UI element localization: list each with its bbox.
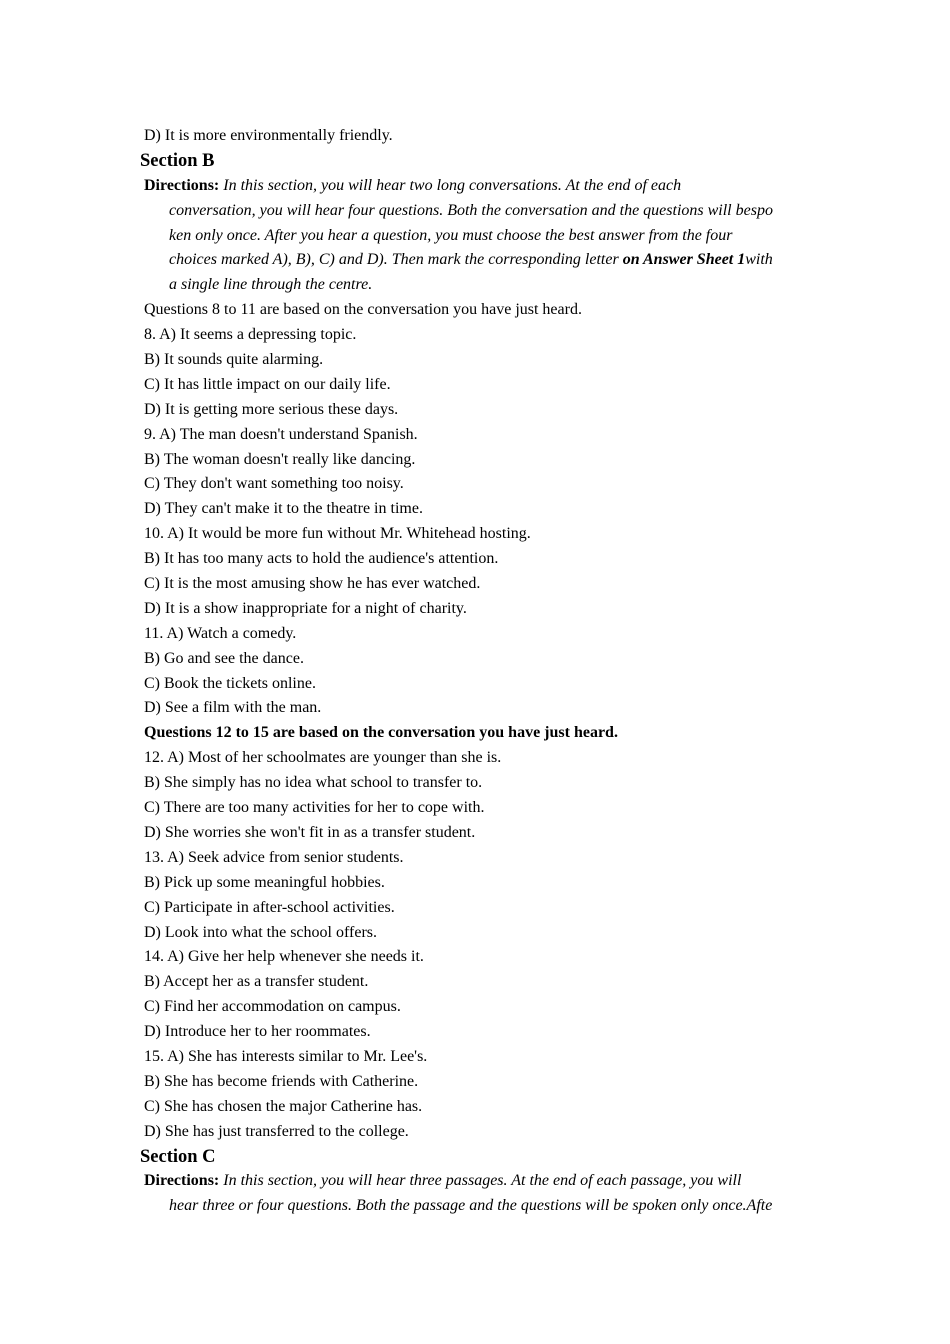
option-line: B) Go and see the dance. [144, 649, 304, 667]
section-c-directions [144, 1169, 816, 1219]
option-line: 12. A) Most of her schoolmates are younger than she is. [144, 749, 502, 767]
question-8 [144, 323, 816, 423]
option-line: C) There are too many activities for her to cope with. [144, 799, 485, 817]
question-9 [144, 423, 816, 523]
option-line: 13. A) Seek advice from senior students. [144, 848, 404, 866]
option-line: C) Book the tickets online. [144, 674, 316, 692]
option-line: D) They can't make it to the theatre in time. [144, 500, 423, 518]
option-line: 15. A) She has interests similar to Mr. Lee's. [144, 1047, 428, 1065]
questions-intro: Questions 12 to 15 are based on the conversation you have just heard. [144, 724, 618, 742]
option-line: 14. A) Give her help whenever she needs it. [144, 948, 424, 966]
option-line: B) It has too many acts to hold the audience's attention. [144, 550, 499, 568]
question-12 [144, 746, 816, 846]
option-line: D) It is getting more serious these days. [144, 400, 399, 418]
option-line: C) Participate in after-school activities. [144, 898, 395, 916]
question-11 [144, 622, 816, 722]
question-15 [144, 1045, 816, 1145]
option-line: 10. A) It would be more fun without Mr. Whitehead hosting. [144, 525, 531, 543]
question-10 [144, 522, 816, 622]
section-c-heading: Section C [140, 1146, 216, 1167]
option-line: D) It is more environmentally friendly. [144, 127, 393, 144]
option-line: C) Find her accommodation on campus. [144, 998, 401, 1016]
option-line: B) Pick up some meaningful hobbies. [144, 873, 385, 891]
directions-text: ken only once. After you hear a question, you must choose the best answer from the four [169, 226, 733, 244]
directions-text: In this section, you will hear three passages. At the end of each passage, you will [223, 1172, 742, 1190]
questions-intro: Questions 8 to 11 are based on the conversation you have just heard. [144, 301, 582, 319]
option-line: D) See a film with the man. [144, 699, 322, 717]
directions-text: with [745, 251, 773, 269]
option-line: B) It sounds quite alarming. [144, 351, 324, 369]
option-line: B) The woman doesn't really like dancing. [144, 450, 416, 468]
option-line: 8. A) It seems a depressing topic. [144, 326, 357, 344]
option-line: B) She has become friends with Catherine. [144, 1072, 419, 1090]
document-content [140, 124, 816, 1219]
answer-sheet-text: on Answer Sheet 1 [622, 251, 746, 269]
option-line: D) She worries she won't fit in as a transfer student. [144, 823, 476, 841]
option-line: B) She simply has no idea what school to transfer to. [144, 774, 483, 792]
directions-text: choices marked A), B), C) and D). Then mark the corresponding letter [169, 251, 623, 269]
option-line: 9. A) The man doesn't understand Spanish. [144, 425, 418, 443]
question-14 [144, 945, 816, 1045]
option-line: B) Accept her as a transfer student. [144, 973, 369, 991]
option-line: 11. A) Watch a comedy. [144, 624, 297, 642]
section-b-directions [144, 174, 816, 298]
option-line: C) It has little impact on our daily life. [144, 375, 391, 393]
directions-text: conversation, you will hear four questions. Both the conversation and the questions will bespo [169, 201, 773, 219]
directions-text: a single line through the centre. [169, 276, 373, 294]
directions-label: Directions: [144, 176, 220, 194]
directions-label: Directions: [144, 1172, 220, 1190]
question-13 [144, 846, 816, 946]
option-line: D) She has just transferred to the college. [144, 1122, 409, 1140]
option-line: D) Look into what the school offers. [144, 923, 377, 941]
directions-text: hear three or four questions. Both the passage and the questions will be spoken only once.Afte [169, 1197, 773, 1215]
section-b-heading: Section B [140, 150, 215, 171]
directions-text: In this section, you will hear two long conversations. At the end of each [223, 176, 682, 194]
option-line: D) Introduce her to her roommates. [144, 1023, 371, 1041]
option-line: D) It is a show inappropriate for a night of charity. [144, 599, 467, 617]
option-line: C) They don't want something too noisy. [144, 475, 404, 493]
option-line: C) It is the most amusing show he has ever watched. [144, 575, 481, 593]
option-line: C) She has chosen the major Catherine has. [144, 1097, 423, 1115]
